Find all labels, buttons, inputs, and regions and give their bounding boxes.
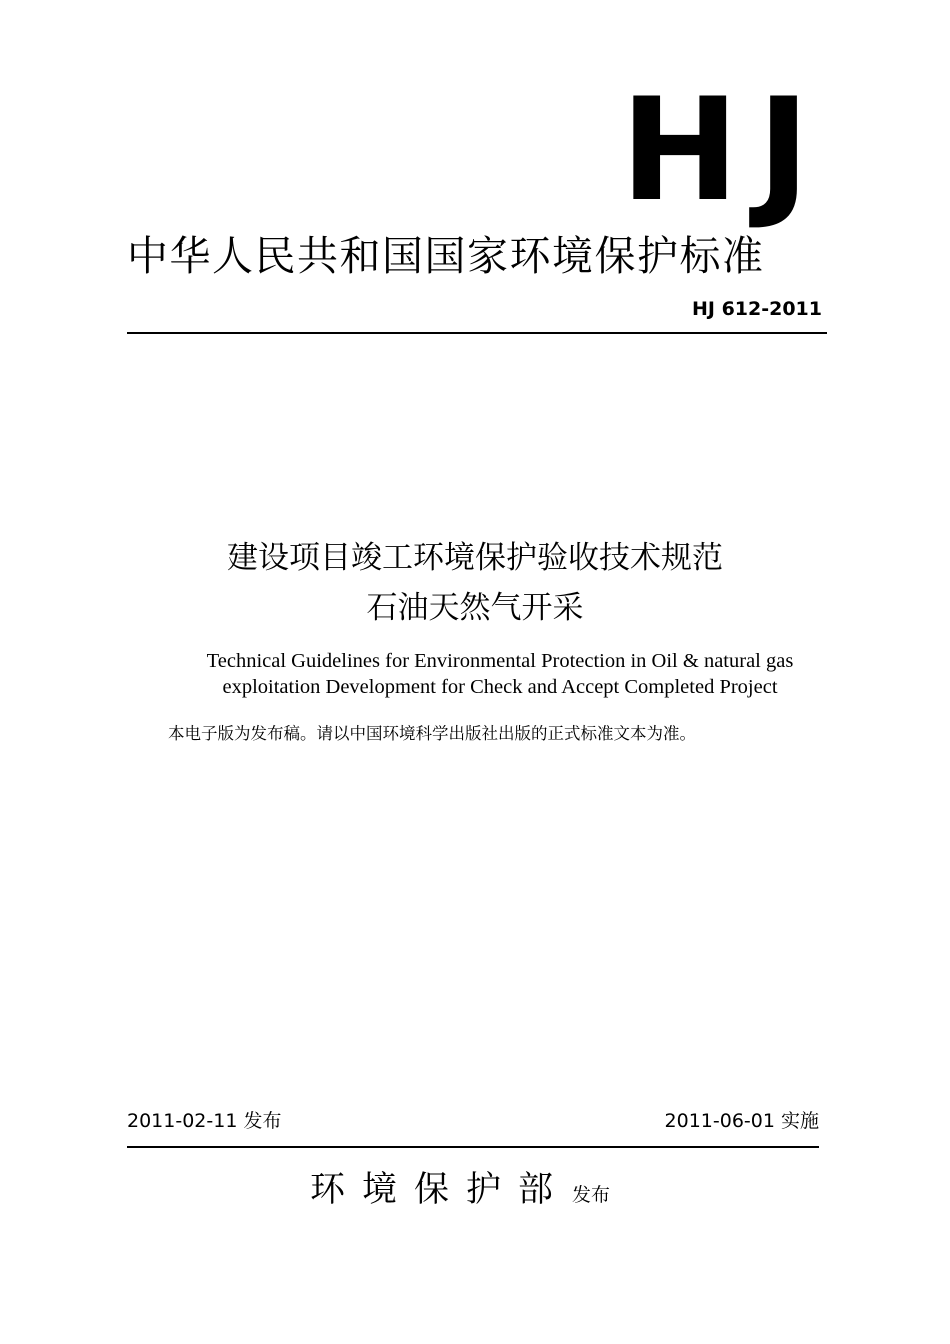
english-title-line-2: exploitation Development for Check and Accept Completed Project xyxy=(222,676,778,698)
hj-logo: HJ xyxy=(620,68,828,233)
standard-number: HJ 612-2011 xyxy=(691,298,822,320)
chinese-title-line-2: 石油天然气开采 xyxy=(366,590,584,626)
publisher-suffix: 发布 xyxy=(572,1184,611,1206)
publisher-name: 环境保护部 xyxy=(310,1170,571,1210)
publisher xyxy=(310,1162,610,1212)
footer-divider xyxy=(127,1146,819,1148)
agency-title: 中华人民共和国国家环境保护标准 xyxy=(127,232,765,280)
edition-note: 本电子版为发布稿。请以中国环境科学出版社出版的正式标准文本为准。 xyxy=(168,724,696,743)
chinese-title-line-1: 建设项目竣工环境保护验收技术规范 xyxy=(227,540,723,576)
header-divider xyxy=(127,332,827,334)
issue-date: 2011-02-11 发布 xyxy=(127,1110,282,1132)
english-title-line-1: Technical Guidelines for Environmental Protection in Oil & natural gas xyxy=(206,650,794,672)
effective-date: 2011-06-01 实施 xyxy=(664,1110,819,1132)
